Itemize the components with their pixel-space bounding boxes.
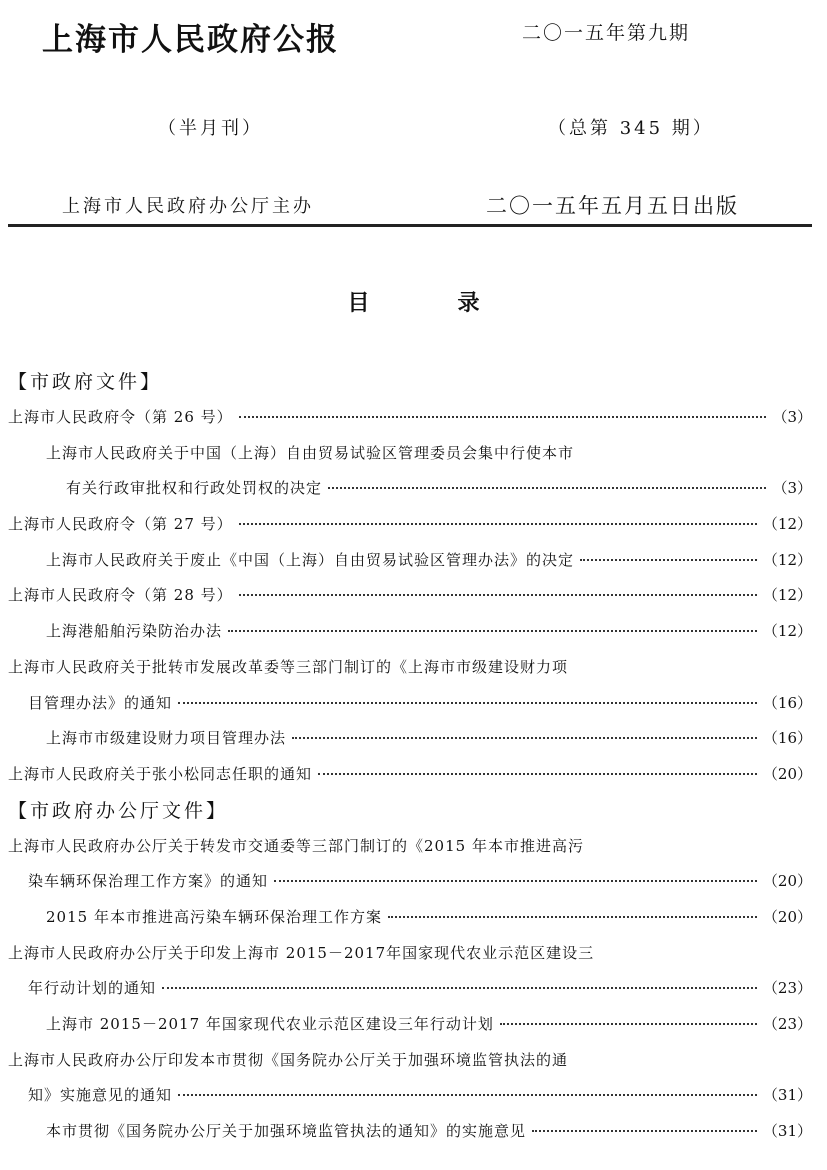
- toc-entry[interactable]: [8, 1043, 812, 1079]
- toc-page-number: （20）: [762, 764, 812, 783]
- dot-leader: [239, 593, 757, 596]
- section-heading: 【市政府文件】: [8, 371, 163, 393]
- toc-entry-title: 上海市市级建设财力项目管理办法: [46, 729, 287, 748]
- dot-leader: [500, 1022, 757, 1025]
- sponsor-label: 上海市人民政府办公厅主办: [62, 196, 314, 217]
- toc-entry-title: 上海市 2015－2017 年国家现代农业示范区建设三年行动计划: [46, 1015, 494, 1033]
- toc-page-number: （3）: [772, 408, 812, 426]
- toc-entry[interactable]: [8, 757, 812, 793]
- section-heading: 【市政府办公厅文件】: [8, 799, 229, 822]
- toc-page-number: （20）: [762, 872, 812, 891]
- toc-page-number: （23）: [762, 1015, 812, 1033]
- toc-page-number: （12）: [762, 515, 812, 534]
- toc-entry-title: 上海市人民政府办公厅印发本市贯彻《国务院办公厅关于加强环境监管执法的通: [8, 1050, 569, 1069]
- table-of-contents: [8, 364, 812, 1150]
- dot-leader: [274, 879, 757, 882]
- toc-entry-title: 上海市人民政府令（第 27 号）: [8, 515, 233, 534]
- dot-leader: [580, 558, 757, 561]
- dot-leader: [532, 1129, 757, 1132]
- toc-entry-title: 上海市人民政府关于废止《中国（上海）自由贸易试验区管理办法》的决定: [46, 550, 575, 569]
- toc-entry[interactable]: [8, 1007, 812, 1043]
- toc-entry[interactable]: [8, 686, 812, 722]
- toc-entry-title: 上海市人民政府关于张小松同志任职的通知: [8, 764, 313, 783]
- toc-entry-title: 有关行政审批权和行政处罚权的决定: [66, 479, 323, 498]
- toc-entry-title: 上海市人民政府令（第 28 号）: [8, 586, 233, 605]
- dot-leader: [292, 736, 757, 739]
- toc-entry[interactable]: [8, 650, 812, 686]
- toc-entry-title: 年行动计划的通知: [28, 979, 157, 998]
- toc-entry-title: 染车辆环保治理工作方案》的通知: [28, 872, 269, 891]
- toc-entry-title: 知》实施意见的通知: [28, 1086, 173, 1105]
- frequency-label: （半月刊）: [158, 118, 263, 139]
- toc-entry-title: 上海港船舶污染防治办法: [46, 622, 223, 641]
- header-divider: [8, 224, 812, 227]
- toc-entry-title: 上海市人民政府办公厅关于印发上海市 2015－2017年国家现代农业示范区建设三: [8, 943, 595, 962]
- toc-entry[interactable]: [8, 721, 812, 757]
- toc-page-number: （16）: [762, 729, 812, 748]
- toc-entry[interactable]: [8, 971, 812, 1007]
- toc-entry-title: 上海市人民政府办公厅关于转发市交通委等三部门制订的《2015 年本市推进高污: [8, 836, 584, 855]
- dot-leader: [328, 486, 766, 489]
- issue-number: 二〇一五年第九期: [522, 22, 691, 44]
- toc-page-number: （12）: [762, 586, 812, 605]
- toc-entry[interactable]: [8, 543, 812, 579]
- dot-leader: [239, 415, 767, 418]
- toc-entry[interactable]: [8, 829, 812, 865]
- toc-page-number: （23）: [762, 979, 812, 998]
- toc-title: 目录: [347, 291, 568, 316]
- toc-page-number: （12）: [762, 622, 812, 641]
- toc-page-number: （20）: [762, 907, 812, 926]
- toc-entry[interactable]: [8, 507, 812, 543]
- toc-entry[interactable]: [8, 1114, 812, 1150]
- dot-leader: [178, 1093, 757, 1096]
- toc-entry-title: 上海市人民政府关于批转市发展改革委等三部门制订的《上海市市级建设财力项: [8, 657, 569, 676]
- toc-entry[interactable]: [8, 900, 812, 936]
- dot-leader: [228, 629, 757, 632]
- dot-leader: [239, 522, 757, 525]
- toc-entry-title: 本市贯彻《国务院办公厅关于加强环境监管执法的通知》的实施意见: [46, 1122, 527, 1141]
- dot-leader: [178, 701, 757, 704]
- toc-entry[interactable]: [8, 1078, 812, 1114]
- toc-entry[interactable]: [8, 936, 812, 972]
- toc-entry[interactable]: [8, 471, 812, 507]
- toc-entry[interactable]: [8, 436, 812, 472]
- toc-page-number: （16）: [762, 693, 812, 712]
- masthead-title: 上海市人民政府公报: [42, 22, 339, 58]
- toc-entry[interactable]: [8, 578, 812, 614]
- dot-leader: [318, 772, 757, 775]
- toc-page-number: （31）: [762, 1086, 812, 1105]
- publication-date: 二〇一五年五月五日出版: [486, 194, 739, 218]
- toc-entry[interactable]: [8, 400, 812, 436]
- toc-entry-title: 2015 年本市推进高污染车辆环保治理工作方案: [46, 907, 382, 926]
- toc-entry-title: 上海市人民政府令（第 26 号）: [8, 408, 233, 426]
- toc-entry[interactable]: [8, 864, 812, 900]
- dot-leader: [162, 986, 757, 989]
- toc-page-number: （3）: [772, 479, 812, 498]
- toc-entry[interactable]: [8, 614, 812, 650]
- dot-leader: [388, 915, 757, 918]
- toc-page-number: （12）: [762, 550, 812, 569]
- toc-entry-title: 上海市人民政府关于中国（上海）自由贸易试验区管理委员会集中行使本市: [46, 443, 575, 462]
- toc-entry-title: 目管理办法》的通知: [28, 693, 173, 712]
- toc-page-number: （31）: [762, 1122, 812, 1141]
- total-issue-label: （总第 345 期）: [548, 118, 714, 139]
